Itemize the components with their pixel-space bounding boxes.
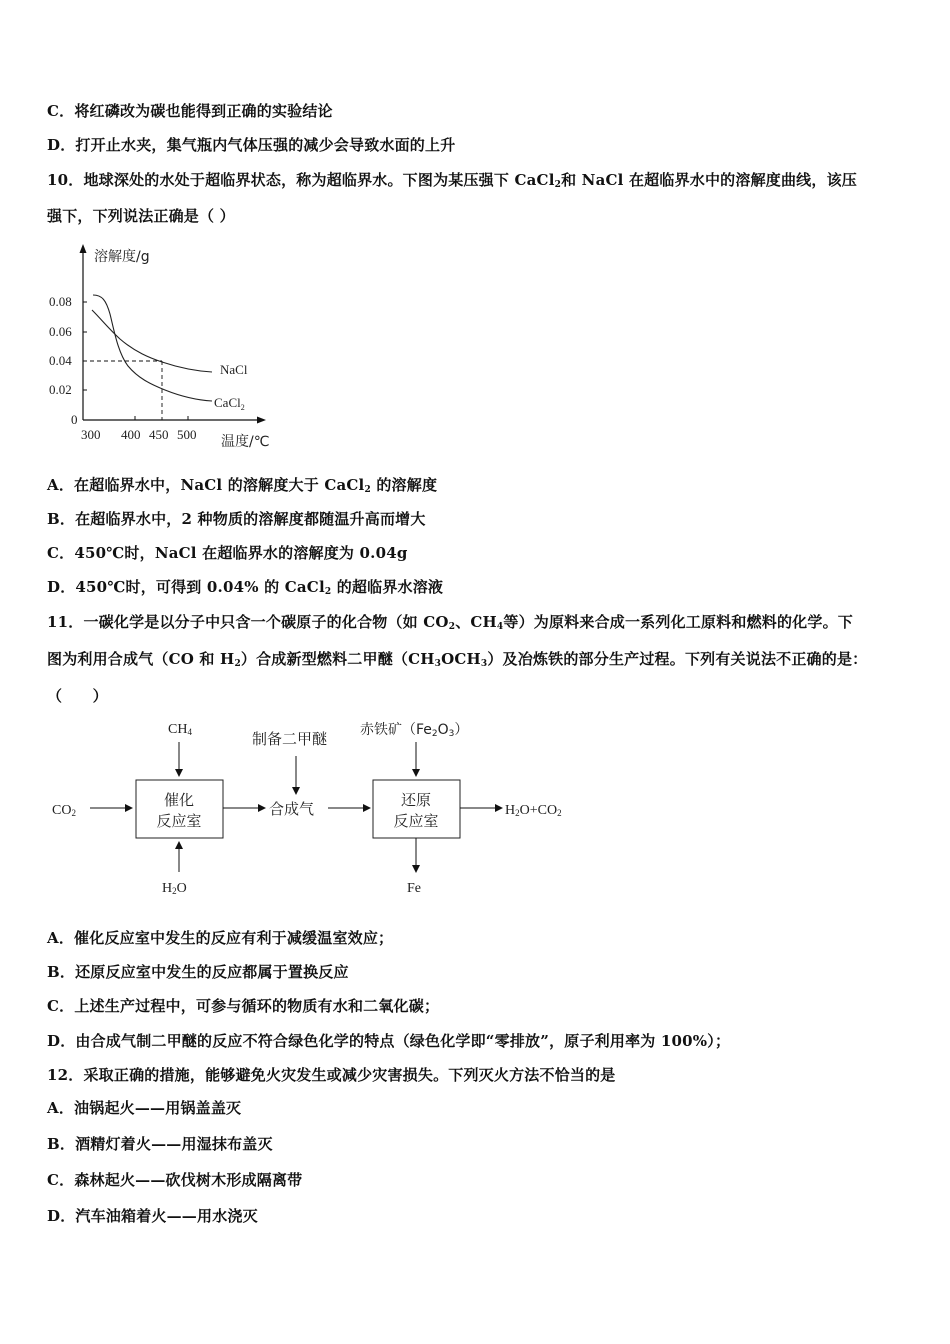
q12-option-d: D．汽车油箱着火——用水浇灭: [47, 1207, 258, 1225]
ch4-label: CH4: [168, 722, 192, 737]
q11-option-d: D．由合成气制二甲醚的反应不符合绿色化学的特点（绿色化学即“零排放”，原子利用率为 100%）；: [47, 1032, 731, 1050]
co2-input-label: CO2: [52, 803, 76, 818]
fe-label: Fe: [407, 881, 421, 896]
q11-stem-line2: 图为利用合成气（CO 和 $H_2$）合成新型燃料二甲醚$(CH_3OCH_3)$及冶炼铁的部分生产过程。下列有关说法不正确的是：: [47, 650, 868, 669]
y-tick-006: 0.06: [49, 324, 72, 339]
q9-option-c: C．将红磷改为碳也能得到正确的实验结论: [47, 102, 333, 120]
y-axis-label: 溶解度/g: [94, 249, 150, 265]
y-tick-008: 0.08: [49, 294, 72, 309]
x-tick-500: 500: [177, 427, 197, 442]
solubility-chart-svg: [40, 238, 300, 458]
cacl2-curve: [93, 295, 212, 401]
x-tick-300: 300: [81, 427, 101, 442]
x-axis-arrow-icon: [257, 417, 266, 424]
q9-option-d: D．打开止水夹，集气瓶内气体压强的减少会导致水面的上升: [47, 136, 456, 154]
syngas-label: 合成气: [269, 800, 315, 818]
q12-option-a: A．油锅起火——用锅盖盖灭: [47, 1099, 242, 1117]
h2o-input-label: H2O: [162, 881, 187, 896]
nacl-curve: [92, 310, 212, 372]
process-flow-svg: [40, 710, 600, 910]
box2-line2: 反应室: [393, 812, 439, 830]
q11-stem-line1: 11．一碳化学是以分子中只含一个碳原子的化合物（如 $CO_2$、$CH_4$等）为原料来合成一系列化工原料和燃料的化学。下: [47, 613, 853, 632]
legend-cacl2: CaCl$_2$: [214, 395, 245, 412]
q11-option-b: B．还原反应室中发生的反应都属于置换反应: [47, 963, 349, 981]
q12-stem: 12．采取正确的措施，能够避免火灾发生或减少灾害损失。下列灭火方法不恰当的是: [47, 1066, 616, 1084]
q12-option-c: C．森林起火——砍伐树木形成隔离带: [47, 1171, 303, 1189]
prep-dme-label: 制备二甲醚: [252, 730, 328, 748]
y-tick-0: 0: [71, 412, 78, 427]
hematite-label: 赤铁矿（Fe2O3）: [360, 722, 469, 739]
q10-stem-line1: 10．地球深处的水处于超临界状态，称为超临界水。下图为某压强下 CaCl$_2$和 NaCl 在超临界水中的溶解度曲线，该压: [47, 171, 857, 190]
solubility-chart: [40, 238, 300, 458]
q12-option-b: B．酒精灯着火——用湿抹布盖灭: [47, 1135, 273, 1153]
y-tick-002: 0.02: [49, 382, 72, 397]
q11-option-a: A．催化反应室中发生的反应有利于减缓温室效应；: [47, 929, 394, 947]
box1-line1: 催化: [163, 791, 195, 809]
q10-option-b: B．在超临界水中，2 种物质的溶解度都随温升高而增大: [47, 510, 426, 528]
output-label: H2O+CO2: [505, 803, 562, 818]
y-axis-arrow-icon: [80, 244, 87, 253]
process-flow-diagram: [40, 710, 600, 910]
q10-option-a: A．在超临界水中，NaCl 的溶解度大于 CaCl$_2$ 的溶解度: [47, 476, 438, 495]
legend-nacl: NaCl: [220, 362, 248, 377]
q10-option-d: D．450℃时，可得到 0.04% 的 CaCl$_2$ 的超临界水溶液: [47, 578, 444, 597]
q10-option-c: C．450℃时，NaCl 在超临界水的溶解度为 0.04g: [47, 544, 408, 562]
box2-line1: 还原: [400, 791, 432, 809]
q10-stem-line2: 强下，下列说法正确是（ ）: [47, 207, 235, 225]
y-tick-004: 0.04: [49, 353, 72, 368]
q11-stem-line3: （ ）: [47, 687, 108, 705]
box1-line2: 反应室: [156, 812, 202, 830]
x-tick-450: 450: [149, 427, 169, 442]
q11-option-c: C．上述生产过程中，可参与循环的物质有水和二氧化碳；: [47, 997, 440, 1015]
x-axis-label: 温度/℃: [221, 434, 270, 450]
x-tick-400: 400: [121, 427, 141, 442]
